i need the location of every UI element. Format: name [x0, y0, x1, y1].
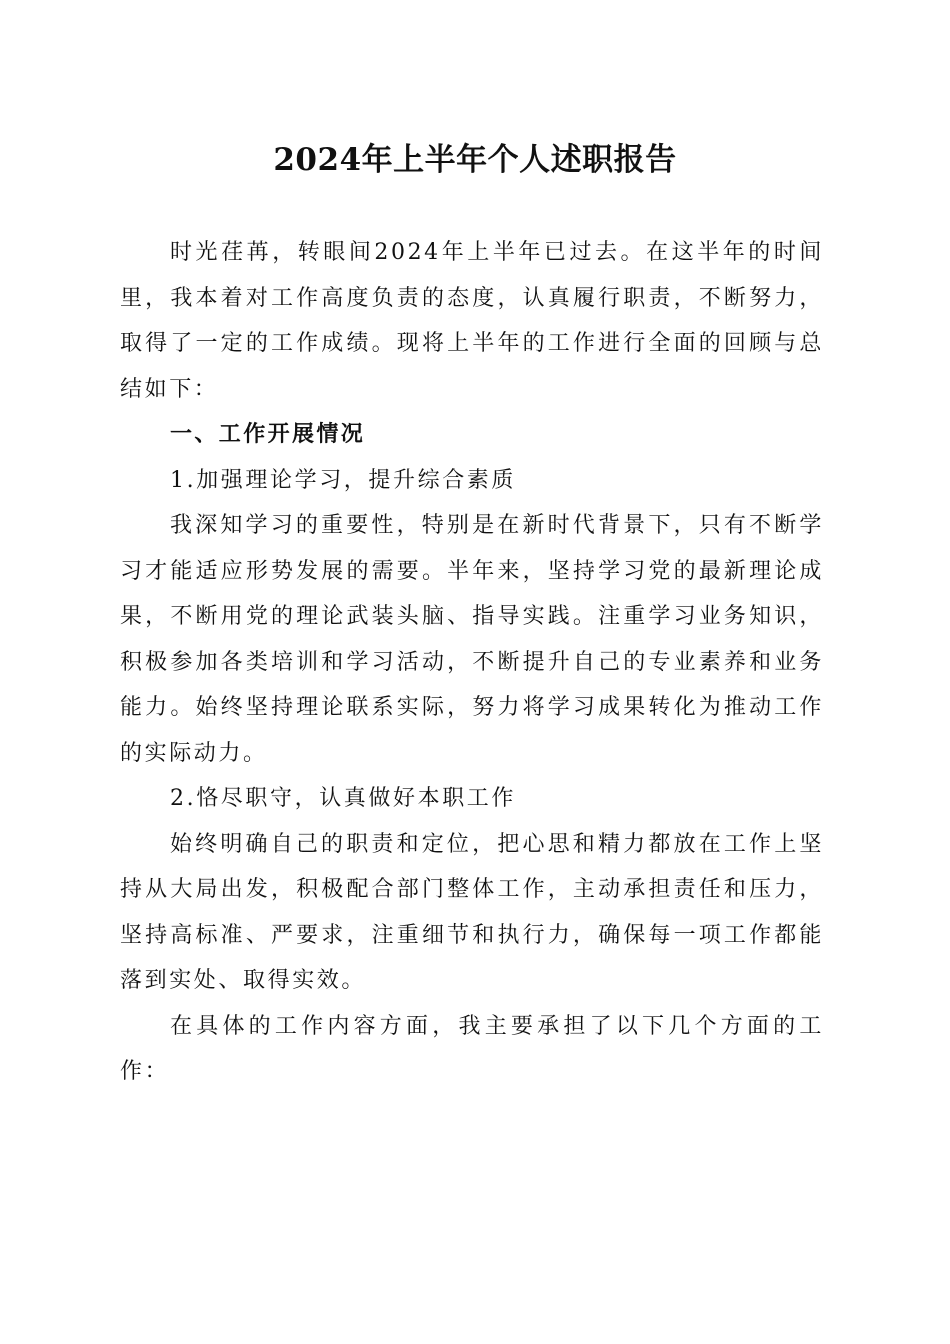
- subheading-theory-study: 1.加强理论学习，提升综合素质: [170, 467, 516, 493]
- intro-paragraph: 时光荏苒，转眼间2024年上半年已过去。在这半年的时间里，我本着对工作高度负责的态度，认真履行职责，不断努力，取得了一定的工作成绩。现将上半年的工作进行全面的回顾与总结如下：: [120, 240, 824, 402]
- document-body: [120, 230, 824, 1095]
- paragraph-theory-study: 我深知学习的重要性，特别是在新时代背景下，只有不断学习才能适应形势发展的需要。半年来，坚持学习党的最新理论成果，不断用党的理论武装头脑、指导实践。注重学习业务知识，积极参加各类培训和学习活动，不断提升自己的专业素养和业务能力。始终坚持理论联系实际，努力将学习成果转化为推动工作的实际动力。: [120, 513, 824, 766]
- document-title: 2024年上半年个人述职报告: [273, 142, 677, 178]
- paragraph-duty: 始终明确自己的职责和定位，把心思和精力都放在工作上坚持从大局出发，积极配合部门整体工作，主动承担责任和压力，坚持高标准、严要求，注重细节和执行力，确保每一项工作都能落到实处、取得实效。: [120, 831, 824, 993]
- section-heading-work: 一、工作开展情况: [170, 422, 366, 447]
- paragraph-closing: 在具体的工作内容方面，我主要承担了以下几个方面的工作：: [120, 1013, 824, 1084]
- subheading-duty: 2.恪尽职守，认真做好本职工作: [170, 786, 516, 811]
